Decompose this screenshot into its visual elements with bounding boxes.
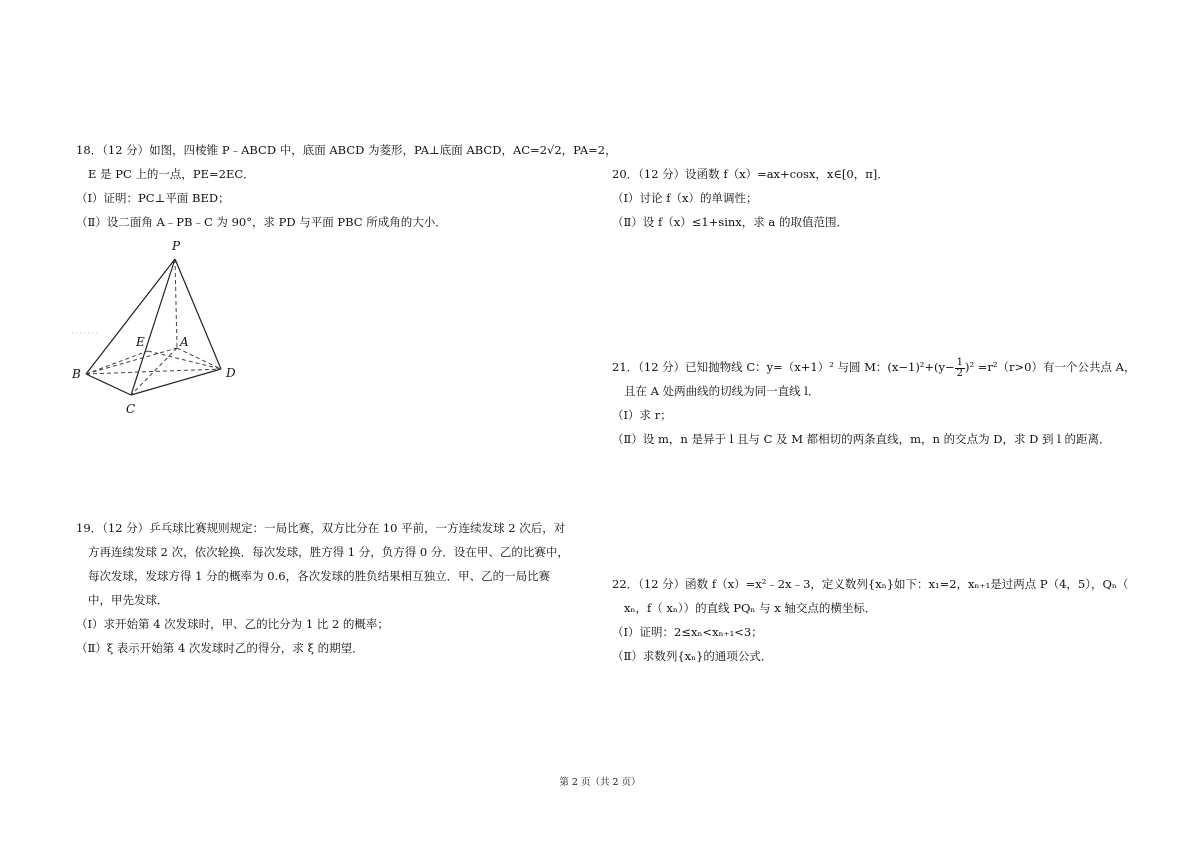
label-C: C	[126, 402, 136, 416]
problem-21-part-2: （Ⅱ）设 m，n 是异于 l 且与 C 及 M 都相切的两条直线，m，n 的交点为 D，求 D 到 l 的距离．	[612, 432, 1111, 446]
problem-19-part-2: （Ⅱ）ξ 表示开始第 4 次发球时乙的得分，求 ξ 的期望．	[76, 641, 364, 655]
problem-18-part-2: （Ⅱ）设二面角 A﹣PB﹣C 为 90°，求 PD 与平面 PBC 所成角的大小．	[76, 215, 447, 229]
problem-21-stem-cont: 且在 A 处两曲线的切线为同一直线 l．	[624, 384, 820, 398]
fraction-denominator: 2	[956, 367, 964, 379]
fraction-numerator: 1	[956, 356, 964, 368]
pyramid-diagram	[68, 238, 248, 420]
problem-19-stem-cont-3: 中，甲先发球．	[88, 593, 169, 607]
problem-21	[612, 355, 1152, 451]
problem-18-stem: 18．（12 分）如图，四棱锥 P﹣ABCD 中，底面 ABCD 为菱形，PA⊥底面 ABCD，AC=2√2，PA=2，	[76, 143, 617, 157]
problem-22-part-1: （Ⅰ）证明：2≤xₙ<xₙ₊₁<3；	[612, 625, 763, 639]
problem-20-stem: 20．（12 分）设函数 f（x）=ax+cosx，x∈[0，π]．	[612, 167, 889, 181]
pyramid-figure	[68, 238, 248, 420]
problem-20-part-1: （Ⅰ）讨论 f（x）的单调性；	[612, 191, 758, 205]
problem-20-part-2: （Ⅱ）设 f（x）≤1+sinx，求 a 的取值范围．	[612, 215, 848, 229]
problem-19-stem: 19．（12 分）乒乓球比赛规则规定：一局比赛，双方比分在 10 平前，一方连续发球 2 次后，对	[76, 521, 566, 535]
problem-19-part-1: （Ⅰ）求开始第 4 次发球时，甲、乙的比分为 1 比 2 的概率；	[76, 617, 389, 631]
problem-22-part-2: （Ⅱ）求数列{xₙ}的通项公式．	[612, 649, 773, 663]
label-D: D	[226, 366, 236, 380]
problem-18	[76, 138, 617, 234]
label-P: P	[172, 239, 181, 253]
problem-21-part-1: （Ⅰ）求 r；	[612, 408, 672, 422]
page-footer: 第 2 页（共 2 页）	[559, 777, 641, 788]
problem-19	[76, 516, 596, 660]
problem-22-stem: 22．（12 分）函数 f（x）=x²﹣2x﹣3，定义数列{xₙ}如下：x₁=2，xₙ₊₁是过两点 P（4，5），Qₙ（	[612, 577, 1129, 591]
problem-21-stem-a: 21．（12 分）已知抛物线 C：y=（x+1）² 与圆 M：(x−1)²+(y−	[612, 360, 955, 374]
fraction-one-half	[955, 358, 965, 379]
label-A: A	[180, 335, 189, 349]
problem-22-stem-cont: xₙ，f（ xₙ））的直线 PQₙ 与 x 轴交点的横坐标．	[624, 601, 877, 615]
problem-19-stem-cont-1: 方再连续发球 2 次，依次轮换．每次发球，胜方得 1 分，负方得 0 分．设在甲、乙的比赛中，	[88, 545, 569, 559]
problem-20	[612, 162, 1152, 234]
problem-18-part-1: （Ⅰ）证明：PC⊥平面 BED；	[76, 191, 230, 205]
label-E: E	[136, 335, 145, 349]
problem-22	[612, 572, 1152, 668]
problem-18-stem-cont: E 是 PC 上的一点，PE=2EC．	[88, 167, 255, 181]
label-B: B	[72, 367, 81, 381]
problem-19-stem-cont-2: 每次发球，发球方得 1 分的概率为 0.6，各次发球的胜负结果相互独立．甲、乙的一局比赛	[88, 569, 551, 583]
problem-21-stem-b: )² =r²（r>0）有一个公共点 A，	[965, 360, 1136, 374]
problem-21-stem	[612, 355, 1152, 379]
